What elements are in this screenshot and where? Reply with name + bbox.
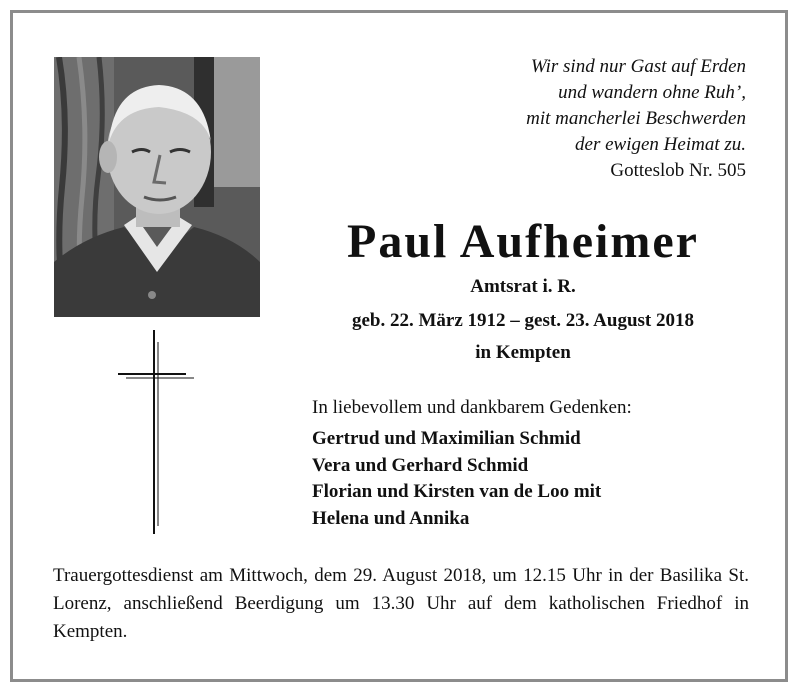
cross-icon [116,330,196,539]
deceased-name: Paul Aufheimer [347,215,699,268]
mourner-row: Vera und Gerhard Schmid [312,454,529,476]
mourner-row: Florian und Kirsten van de Loo mit [312,481,602,502]
quote-line: der ewigen Heimat zu. [575,134,746,155]
place-of-death: in Kempten [475,342,571,363]
quote-line: mit mancherlei Beschwerden [526,108,746,129]
quote-line: und wandern ohne Ruh’, [558,82,746,103]
mourners-list [312,426,601,532]
quote-source: Gotteslob Nr. 505 [610,160,746,181]
quote-line: Wir sind nur Gast auf Erden [530,56,746,77]
service-info: Trauergottesdienst am Mittwoch, dem 29. August 2018, um 12.15 Uhr in der Basilika St. Lorenz, anschließend Beerdigung um 13.30 Uhr auf dem katholischen Friedhof in Kempten. [53,565,749,642]
quote [430,54,746,158]
portrait-photo [54,57,260,317]
mourner-row: Gertrud und Maximilian Schmid [312,428,581,449]
mourner-row: Helena und Annika [312,507,470,529]
memory-text: In liebevollem und dankbarem Gedenken: [312,397,632,418]
life-dates: geb. 22. März 1912 – gest. 23. August 2018 [352,310,694,331]
deceased-title: Amtsrat i. R. [470,276,576,297]
